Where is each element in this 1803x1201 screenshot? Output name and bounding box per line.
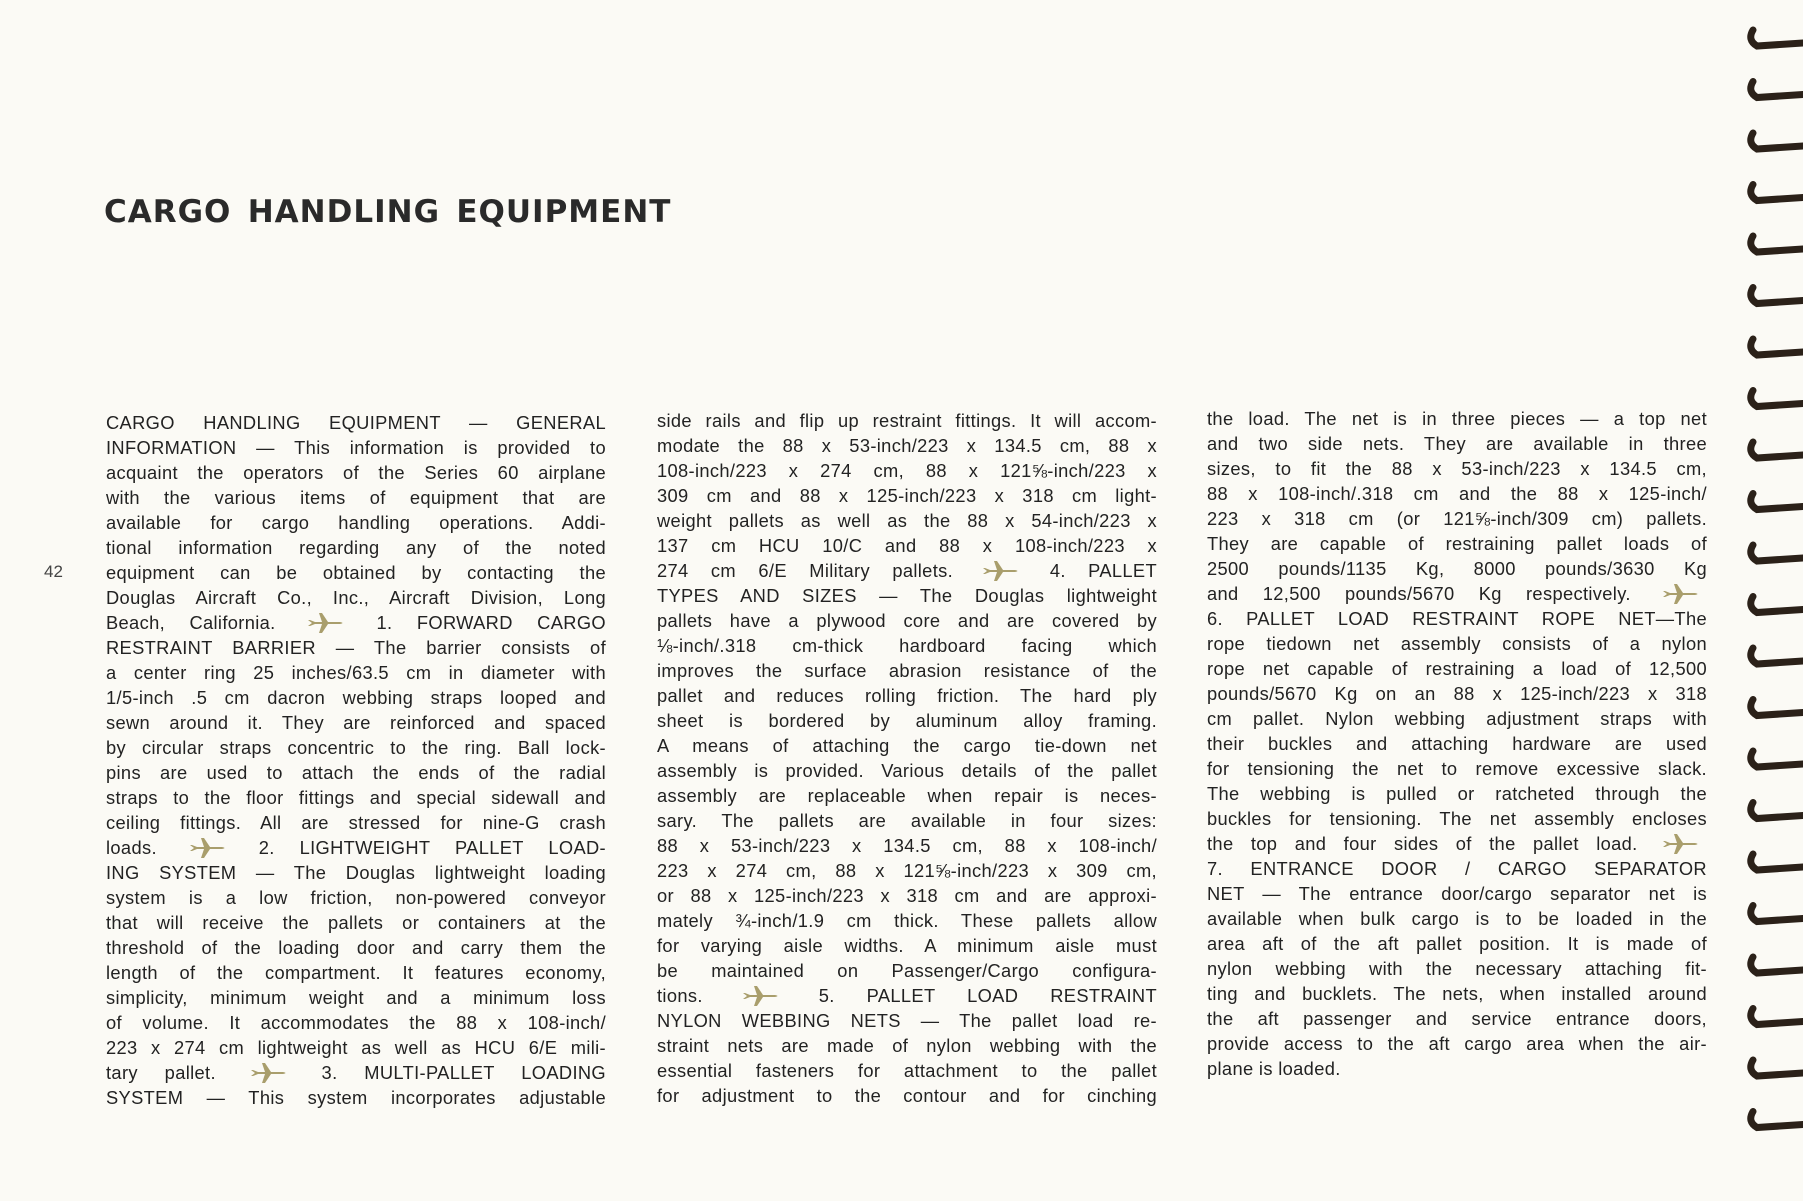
text-segment: or 88 x 125-inch/223 x 318 cm and are approxi- — [657, 885, 1157, 906]
text-line — [657, 583, 1157, 608]
text-segment: buckles for tensioning. The net assembly encloses — [1207, 808, 1707, 829]
text-line — [1207, 481, 1707, 506]
text-line — [657, 658, 1157, 683]
text-segment: pins are used to attach the ends of the radial — [106, 762, 606, 783]
text-line — [657, 783, 1157, 808]
text-line — [106, 535, 606, 560]
text-segment: loads. — [106, 837, 157, 858]
text-line — [106, 410, 606, 435]
text-line — [106, 1085, 606, 1110]
text-segment: 223 x 318 cm (or 121⅝-inch/309 cm) pallets. — [1207, 508, 1707, 529]
text-line — [106, 910, 606, 935]
text-line — [106, 585, 606, 610]
text-line — [657, 983, 1157, 1008]
text-segment: Douglas Aircraft Co., Inc., Aircraft Division, Long — [106, 587, 606, 608]
text-segment: A means of attaching the cargo tie-down net — [657, 735, 1157, 756]
text-line — [657, 1058, 1157, 1083]
binding-ring — [1751, 133, 1803, 149]
text-segment: available for cargo handling operations. Addi- — [106, 512, 606, 533]
text-line — [657, 1008, 1157, 1033]
text-segment: straint nets are made of nylon webbing with the — [657, 1035, 1157, 1056]
text-segment: 7. ENTRANCE DOOR / CARGO SEPARATOR — [1207, 858, 1707, 879]
text-segment: threshold of the loading door and carry them the — [106, 937, 606, 958]
text-line — [657, 1033, 1157, 1058]
text-segment: and 12,500 pounds/5670 Kg respectively. — [1207, 583, 1631, 604]
text-segment: for varying aisle widths. A minimum aisle must — [657, 935, 1157, 956]
text-line — [106, 810, 606, 835]
text-line — [106, 1010, 606, 1035]
text-line — [1207, 681, 1707, 706]
text-line — [1207, 906, 1707, 931]
text-segment: of volume. It accommodates the 88 x 108-inch/ — [106, 1012, 606, 1033]
text-line — [1207, 881, 1707, 906]
text-segment: their buckles and attaching hardware are used — [1207, 733, 1707, 754]
text-segment: TYPES AND SIZES — The Douglas lightweight — [657, 585, 1157, 606]
text-line — [1207, 431, 1707, 456]
text-segment: sizes, to fit the 88 x 53-inch/223 x 134.5 cm, — [1207, 458, 1707, 479]
airplane-icon — [1661, 583, 1701, 605]
text-segment: sheet is bordered by aluminum alloy framing. — [657, 710, 1157, 731]
text-line — [657, 758, 1157, 783]
text-line — [106, 460, 606, 485]
airplane-icon — [741, 985, 781, 1007]
binding-ring — [1751, 1060, 1803, 1076]
text-segment: rope net capable of restraining a load of 12,500 — [1207, 658, 1707, 679]
text-line — [657, 483, 1157, 508]
text-column-1 — [106, 410, 606, 1110]
text-segment: the aft passenger and service entrance doors, — [1207, 1008, 1707, 1029]
text-segment: ting and bucklets. The nets, when installed around — [1207, 983, 1707, 1004]
text-line — [657, 708, 1157, 733]
text-segment: ceiling fittings. All are stressed for nine-G crash — [106, 812, 606, 833]
text-line — [1207, 781, 1707, 806]
text-segment: straps to the floor fittings and special sidewall and — [106, 787, 606, 808]
text-line — [106, 835, 606, 860]
page-title: cargo handling equipment — [104, 182, 672, 233]
binding-ring — [1751, 597, 1803, 613]
text-line — [106, 985, 606, 1010]
page-number: 42 — [44, 562, 63, 581]
text-segment: ING SYSTEM — The Douglas lightweight loading — [106, 862, 606, 883]
text-line — [657, 683, 1157, 708]
text-segment: RESTRAINT BARRIER — The barrier consists of — [106, 637, 606, 658]
text-segment: system is a low friction, non-powered conveyor — [106, 887, 606, 908]
text-segment: improves the surface abrasion resistance of the — [657, 660, 1157, 681]
text-line — [106, 485, 606, 510]
text-segment: for adjustment to the contour and for cinching — [657, 1085, 1157, 1106]
text-line — [1207, 806, 1707, 831]
binding-ring — [1751, 391, 1803, 407]
text-segment: ⅛-inch/.318 cm-thick hardboard facing which — [657, 635, 1157, 656]
text-line — [657, 958, 1157, 983]
text-segment: SYSTEM — This system incorporates adjustable — [106, 1087, 606, 1108]
text-segment: 6. PALLET LOAD RESTRAINT ROPE NET—The — [1207, 608, 1707, 629]
text-line — [657, 633, 1157, 658]
airplane-icon — [188, 837, 228, 859]
text-segment: 309 cm and 88 x 125-inch/223 x 318 cm light- — [657, 485, 1157, 506]
text-line — [657, 833, 1157, 858]
text-segment: side rails and flip up restraint fittings. It will accom- — [657, 410, 1157, 431]
text-segment: INFORMATION — This information is provided to — [106, 437, 606, 458]
text-segment: for tensioning the net to remove excessive slack. — [1207, 758, 1707, 779]
text-line — [657, 558, 1157, 583]
airplane-icon — [981, 560, 1021, 582]
text-segment: tary pallet. — [106, 1062, 216, 1083]
binding-ring — [1751, 494, 1803, 510]
text-segment: The webbing is pulled or ratcheted through the — [1207, 783, 1707, 804]
binding-ring — [1751, 442, 1803, 458]
text-segment: 223 x 274 cm, 88 x 121⅝-inch/223 x 309 cm, — [657, 860, 1157, 881]
text-segment: and two side nets. They are available in three — [1207, 433, 1707, 454]
text-segment: tional information regarding any of the noted — [106, 537, 606, 558]
text-segment: the load. The net is in three pieces — a top net — [1207, 408, 1707, 429]
text-line — [106, 610, 606, 635]
text-line — [1207, 506, 1707, 531]
text-segment: plane is loaded. — [1207, 1058, 1341, 1079]
binding-ring — [1751, 236, 1803, 252]
text-line — [1207, 656, 1707, 681]
text-segment: 1. FORWARD CARGO — [376, 612, 606, 633]
text-line — [1207, 1031, 1707, 1056]
text-line — [1207, 531, 1707, 556]
text-line — [657, 883, 1157, 908]
text-segment: simplicity, minimum weight and a minimum loss — [106, 987, 606, 1008]
text-line — [1207, 1006, 1707, 1031]
text-line — [106, 935, 606, 960]
text-line — [106, 435, 606, 460]
text-column-3 — [1207, 406, 1707, 1081]
binding-ring — [1751, 700, 1803, 716]
text-segment: 88 x 53-inch/223 x 134.5 cm, 88 x 108-inch/ — [657, 835, 1157, 856]
text-line — [1207, 931, 1707, 956]
text-segment: They are capable of restraining pallet loads of — [1207, 533, 1707, 554]
binding-ring — [1751, 339, 1803, 355]
text-segment: weight pallets as well as the 88 x 54-inch/223 x — [657, 510, 1157, 531]
text-line — [106, 885, 606, 910]
text-line — [1207, 706, 1707, 731]
text-segment: equipment can be obtained by contacting the — [106, 562, 606, 583]
text-line — [1207, 831, 1707, 856]
text-segment: rope tiedown net assembly consists of a nylon — [1207, 633, 1707, 654]
spiral-binding — [1743, 0, 1803, 1201]
text-line — [657, 458, 1157, 483]
text-segment: 223 x 274 cm lightweight as well as HCU 6/E mili- — [106, 1037, 606, 1058]
binding-ring — [1751, 1009, 1803, 1025]
text-line — [106, 1035, 606, 1060]
text-column-2 — [657, 408, 1157, 1108]
text-segment: provide access to the aft cargo area when the air- — [1207, 1033, 1707, 1054]
text-segment: 274 cm 6/E Military pallets. — [657, 560, 954, 581]
text-line — [657, 908, 1157, 933]
text-segment: the top and four sides of the pallet load. — [1207, 833, 1638, 854]
text-segment: tions. — [657, 985, 703, 1006]
text-segment: pallets have a plywood core and are covered by — [657, 610, 1157, 631]
binding-ring — [1751, 751, 1803, 767]
text-line — [1207, 581, 1707, 606]
text-line — [657, 1083, 1157, 1108]
text-line — [657, 408, 1157, 433]
text-line — [657, 858, 1157, 883]
text-line — [1207, 1056, 1707, 1081]
text-segment: 2. LIGHTWEIGHT PALLET LOAD- — [258, 837, 606, 858]
text-line — [106, 510, 606, 535]
text-line — [657, 508, 1157, 533]
text-line — [1207, 856, 1707, 881]
text-line — [106, 785, 606, 810]
text-segment: be maintained on Passenger/Cargo configura- — [657, 960, 1157, 981]
binding-ring — [1751, 648, 1803, 664]
binding-ring — [1751, 957, 1803, 973]
text-segment: 3. MULTI-PALLET LOADING — [321, 1062, 606, 1083]
text-line — [106, 860, 606, 885]
text-line — [106, 1060, 606, 1085]
text-line — [1207, 731, 1707, 756]
text-segment: 2500 pounds/1135 Kg, 8000 pounds/3630 Kg — [1207, 558, 1707, 579]
text-segment: essential fasteners for attachment to the pallet — [657, 1060, 1157, 1081]
binding-ring — [1751, 854, 1803, 870]
text-segment: nylon webbing with the necessary attaching fit- — [1207, 958, 1707, 979]
text-segment: NYLON WEBBING NETS — The pallet load re- — [657, 1010, 1157, 1031]
text-line — [657, 433, 1157, 458]
text-line — [1207, 756, 1707, 781]
text-segment: by circular straps concentric to the ring. Ball lock- — [106, 737, 606, 758]
text-segment: 88 x 108-inch/.318 cm and the 88 x 125-inch/ — [1207, 483, 1707, 504]
binding-ring — [1751, 906, 1803, 922]
binding-ring — [1751, 288, 1803, 304]
text-segment: with the various items of equipment that are — [106, 487, 606, 508]
text-segment: pounds/5670 Kg on an 88 x 125-inch/223 x 318 — [1207, 683, 1707, 704]
text-segment: 1/5-inch .5 cm dacron webbing straps looped and — [106, 687, 606, 708]
text-line — [106, 735, 606, 760]
binding-ring — [1751, 185, 1803, 201]
text-line — [106, 560, 606, 585]
text-line — [1207, 556, 1707, 581]
text-line — [657, 733, 1157, 758]
text-segment: 5. PALLET LOAD RESTRAINT — [818, 985, 1157, 1006]
text-line — [106, 660, 606, 685]
text-line — [1207, 406, 1707, 431]
text-segment: modate the 88 x 53-inch/223 x 134.5 cm, 88 x — [657, 435, 1157, 456]
text-segment: 4. PALLET — [1049, 560, 1157, 581]
text-segment: assembly is provided. Various details of the pallet — [657, 760, 1157, 781]
text-line — [106, 960, 606, 985]
text-line — [657, 808, 1157, 833]
binding-ring — [1751, 82, 1803, 98]
binding-ring — [1751, 803, 1803, 819]
text-segment: acquaint the operators of the Series 60 airplane — [106, 462, 606, 483]
text-segment: available when bulk cargo is to be loaded in the — [1207, 908, 1707, 929]
text-segment: assembly are replaceable when repair is neces- — [657, 785, 1157, 806]
airplane-icon — [1661, 833, 1701, 855]
text-segment: NET — The entrance door/cargo separator net is — [1207, 883, 1707, 904]
airplane-icon — [249, 1062, 289, 1084]
text-line — [657, 533, 1157, 558]
binding-ring — [1751, 1112, 1803, 1128]
text-line — [1207, 981, 1707, 1006]
text-segment: CARGO HANDLING EQUIPMENT — GENERAL — [106, 412, 606, 433]
text-line — [106, 685, 606, 710]
text-segment: 108-inch/223 x 274 cm, 88 x 121⅝-inch/223 x — [657, 460, 1157, 481]
text-line — [1207, 956, 1707, 981]
text-line — [657, 608, 1157, 633]
text-segment: a center ring 25 inches/63.5 cm in diameter with — [106, 662, 606, 683]
airplane-icon — [306, 612, 346, 634]
text-segment: length of the compartment. It features economy, — [106, 962, 606, 983]
text-line — [1207, 606, 1707, 631]
text-line — [1207, 456, 1707, 481]
text-segment: that will receive the pallets or containers at the — [106, 912, 606, 933]
text-line — [106, 635, 606, 660]
text-segment: mately ¾-inch/1.9 cm thick. These pallets allow — [657, 910, 1157, 931]
text-segment: sary. The pallets are available in four sizes: — [657, 810, 1157, 831]
text-segment: cm pallet. Nylon webbing adjustment straps with — [1207, 708, 1707, 729]
text-line — [106, 760, 606, 785]
binding-ring — [1751, 30, 1803, 46]
binding-ring — [1751, 545, 1803, 561]
text-segment: 137 cm HCU 10/C and 88 x 108-inch/223 x — [657, 535, 1157, 556]
text-segment: area aft of the aft pallet position. It is made of — [1207, 933, 1707, 954]
text-line — [106, 710, 606, 735]
text-line — [657, 933, 1157, 958]
text-segment: sewn around it. They are reinforced and spaced — [106, 712, 606, 733]
text-segment: Beach, California. — [106, 612, 276, 633]
text-line — [1207, 631, 1707, 656]
text-segment: pallet and reduces rolling friction. The hard ply — [657, 685, 1157, 706]
